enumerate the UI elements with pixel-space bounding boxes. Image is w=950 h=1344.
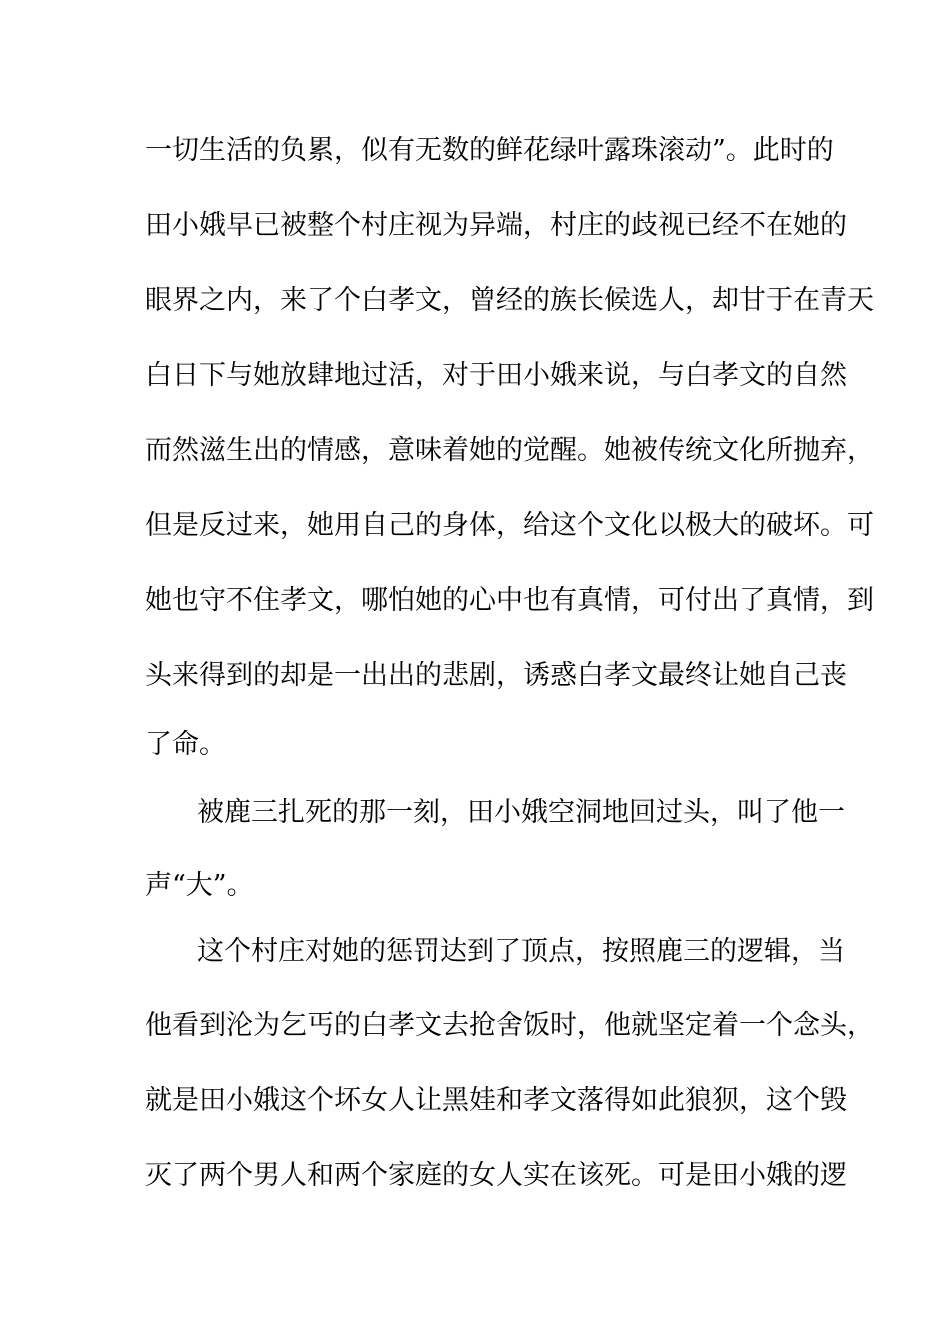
text-line: 灭了两个男人和两个家庭的女人实在该死。可是田小娥的逻 xyxy=(145,1160,847,1191)
text-line: 但是反过来，她用自己的身体，给这个文化以极大的破坏。可 xyxy=(145,510,874,541)
text-line: 就是田小娥这个坏女人让黑娃和孝文落得如此狼狈，这个毁 xyxy=(145,1085,847,1116)
text-line: 声“大”。 xyxy=(145,870,254,901)
text-line: 田小娥早已被整个村庄视为异端，村庄的歧视已经不在她的 xyxy=(145,210,847,241)
paragraph-start-line: 被鹿三扎死的那一刻，田小娥空洞地回过头，叫了他一 xyxy=(197,797,845,828)
text-line: 了命。 xyxy=(145,729,226,760)
text-line: 她也守不住孝文，哪怕她的心中也有真情，可付出了真情，到 xyxy=(145,585,874,616)
text-line: 他看到沦为乞丐的白孝文去抢舍饭时，他就坚定着一个念头， xyxy=(145,1010,874,1041)
text-line: 而然滋生出的情感，意味着她的觉醒。她被传统文化所抛弃， xyxy=(145,435,874,466)
text-line: 一切生活的负累，似有无数的鲜花绿叶露珠滚动”。此时的 xyxy=(145,135,834,166)
text-line: 头来得到的却是一出出的悲剧，诱惑白孝文最终让她自己丧 xyxy=(145,660,847,691)
text-line: 白日下与她放肆地过活，对于田小娥来说，与白孝文的自然 xyxy=(145,360,847,391)
text-line: 眼界之内，来了个白孝文，曾经的族长候选人，却甘于在青天 xyxy=(145,285,874,316)
paragraph-start-line: 这个村庄对她的惩罚达到了顶点，按照鹿三的逻辑，当 xyxy=(197,936,845,967)
